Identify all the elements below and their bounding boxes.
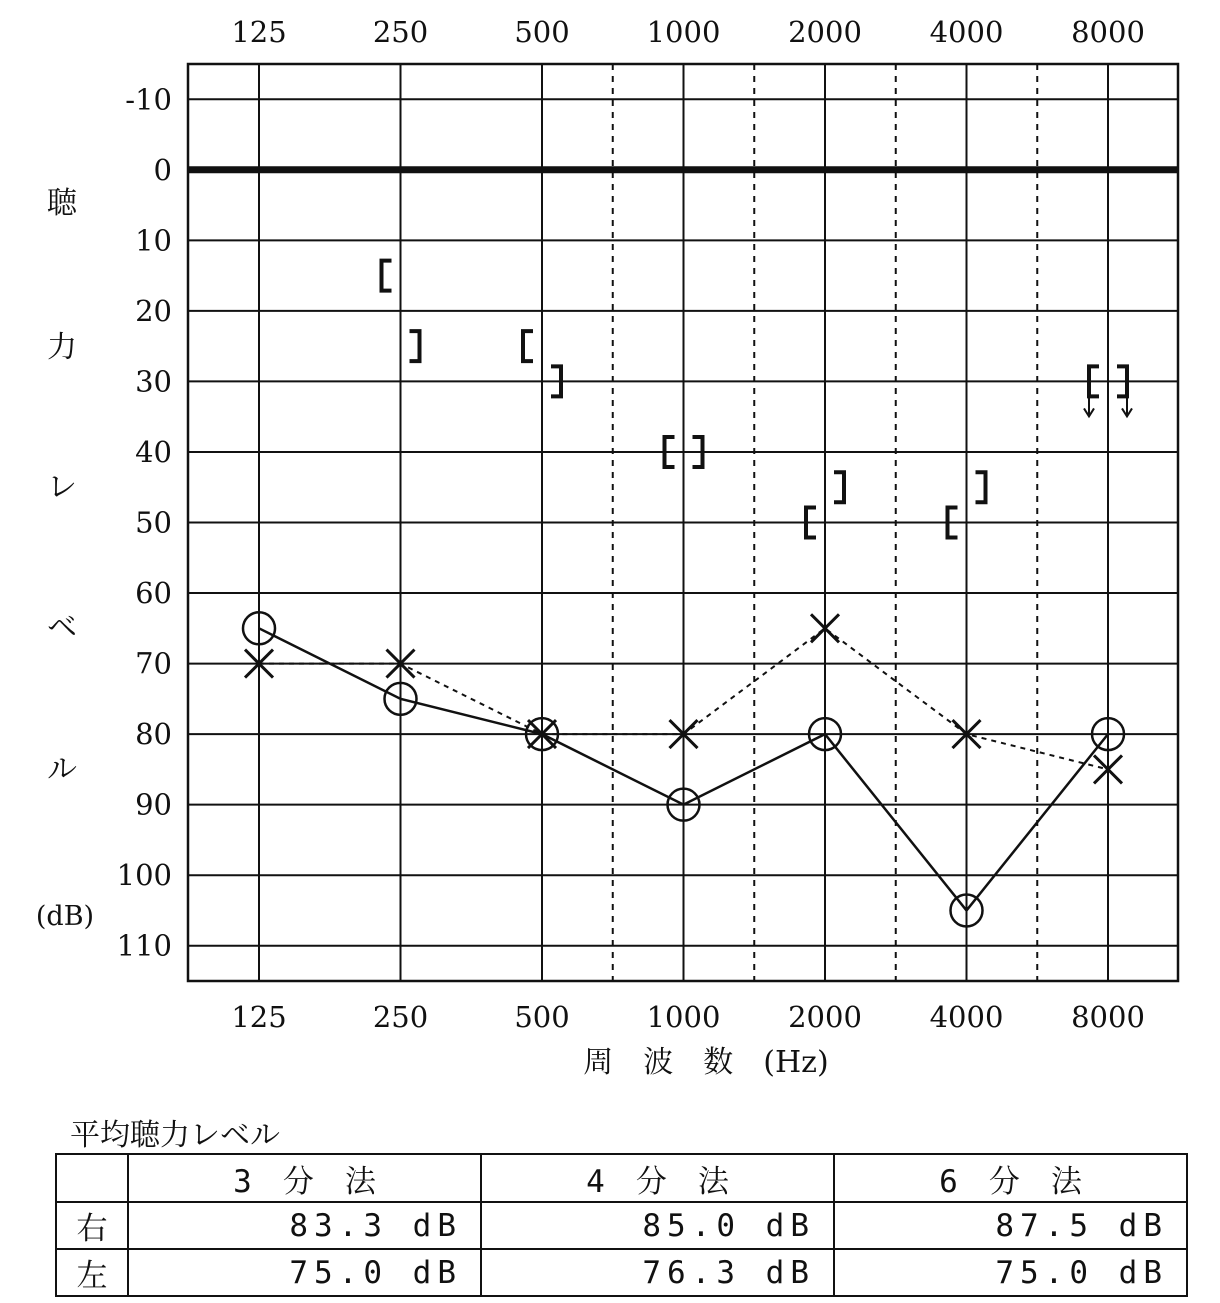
y-tick-label: -10 (125, 82, 172, 117)
value-left-3: 75.0 dB (128, 1249, 481, 1296)
header-6-method: 6 分 法 (834, 1154, 1187, 1202)
y-tick-label: 20 (135, 293, 172, 328)
average-header-row (56, 1154, 1187, 1202)
value-left-4: 76.3 dB (481, 1249, 834, 1296)
x-top-tick-label: 125 (231, 15, 287, 49)
y-tick-label: 100 (116, 858, 172, 893)
value-right-3: 83.3 dB (128, 1202, 481, 1249)
header-4-method: 4 分 法 (481, 1154, 834, 1202)
average-table (55, 1153, 1188, 1297)
y-unit-label: (dB) (35, 901, 95, 932)
bracket-right-marker (410, 331, 420, 361)
chart-grid (188, 64, 1178, 981)
bracket-left-marker (382, 261, 392, 291)
y-label-char: レ (47, 470, 77, 505)
x-top-tick-label: 8000 (1071, 15, 1145, 49)
y-tick-label: 0 (153, 152, 172, 187)
y-tick-label: 60 (135, 576, 172, 611)
bracket-left-marker (523, 331, 533, 361)
x-top-tick-label: 2000 (788, 15, 862, 49)
average-title: 平均聴力レベル (70, 1118, 280, 1153)
x-top-tick-label: 250 (372, 15, 429, 49)
y-tick-label: 30 (135, 364, 172, 399)
value-left-6: 75.0 dB (834, 1249, 1187, 1296)
average-row-right (56, 1202, 1187, 1249)
x-axis-label: 周 波 数 (Hz) (583, 1045, 829, 1080)
y-label-char: ル (47, 752, 77, 787)
y-label-char: 聴 (47, 186, 77, 221)
bracket-right-marker (976, 472, 986, 502)
average-corner-cell (56, 1154, 128, 1202)
x-top-tick-label: 1000 (646, 15, 721, 49)
value-right-6: 87.5 dB (834, 1202, 1187, 1249)
x-tick-label: 250 (372, 1000, 429, 1034)
header-3-method: 3 分 法 (128, 1154, 481, 1202)
y-tick-label: 110 (116, 928, 172, 963)
bone-conduction-markers (382, 261, 1133, 538)
x-tick-label: 8000 (1071, 1000, 1145, 1034)
value-right-4: 85.0 dB (481, 1202, 834, 1249)
y-tick-label: 10 (135, 223, 172, 258)
y-tick-label: 40 (135, 434, 172, 469)
x-tick-label: 2000 (788, 1000, 862, 1034)
y-tick-label: 70 (135, 646, 172, 681)
x-top-tick-label: 4000 (929, 15, 1004, 49)
y-tick-label: 80 (135, 717, 172, 752)
bracket-right-marker (834, 472, 844, 502)
x-tick-label: 125 (231, 1000, 287, 1034)
x-tick-label: 1000 (646, 1000, 721, 1034)
y-tick-label: 50 (135, 505, 172, 540)
y-label-char: ベ (47, 610, 77, 645)
row-label-left: 左 (56, 1249, 128, 1296)
y-label-char: 力 (47, 330, 77, 365)
x-top-tick-label: 500 (514, 15, 570, 49)
row-label-right: 右 (56, 1202, 128, 1249)
x-tick-label: 4000 (929, 1000, 1004, 1034)
y-tick-label: 90 (135, 787, 172, 822)
y-axis-label (36, 186, 94, 932)
x-tick-label: 500 (514, 1000, 570, 1034)
average-row-left (56, 1249, 1187, 1296)
